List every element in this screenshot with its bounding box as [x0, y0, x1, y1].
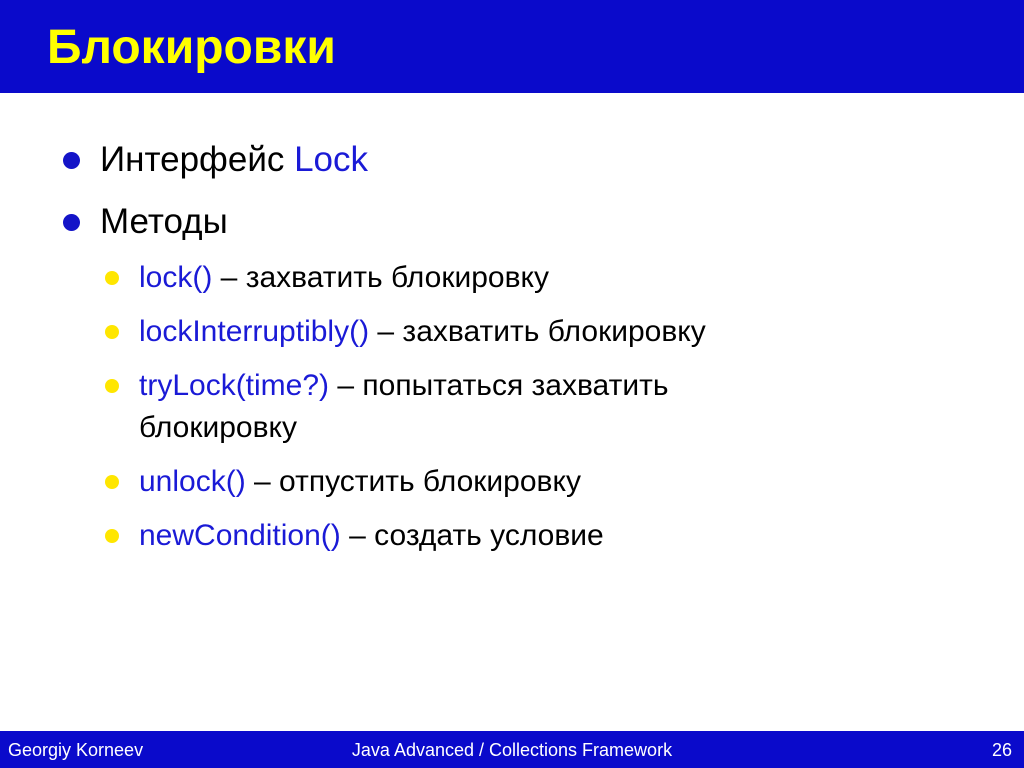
method-description: – захватить блокировку — [369, 315, 706, 348]
method-unlock — [139, 460, 581, 504]
method-description: – попытаться захватить — [329, 369, 669, 402]
footer-author: Georgiy Korneev — [8, 740, 144, 760]
method-new-condition — [139, 514, 604, 558]
method-try-lock — [139, 364, 668, 408]
method-lock — [139, 256, 549, 300]
bullet-dot-icon — [63, 214, 80, 231]
method-description-cont: блокировку — [139, 411, 298, 444]
footer-page-number: 26 — [991, 740, 1012, 760]
method-lock-interruptibly — [139, 310, 706, 354]
method-name: lockInterruptibly() — [139, 315, 370, 348]
sub-bullet-dot-icon — [105, 475, 119, 489]
sub-bullet-dot-icon — [105, 529, 119, 543]
bullet-interface — [100, 140, 368, 180]
method-try-lock-continuation — [139, 406, 297, 450]
sub-bullet-dot-icon — [105, 379, 119, 393]
sub-bullet-dot-icon — [105, 271, 119, 285]
method-description: – создать условие — [340, 519, 604, 552]
method-name: tryLock(time?) — [139, 369, 330, 402]
method-name: newCondition() — [139, 519, 341, 552]
code-term: Lock — [294, 140, 369, 179]
sub-bullet-dot-icon — [105, 325, 119, 339]
method-description: – захватить блокировку — [212, 261, 549, 294]
footer-bar — [0, 731, 1024, 768]
slide-title: Блокировки — [47, 21, 336, 74]
footer-course: Java Advanced / Collections Framework — [351, 740, 673, 760]
bullet-dot-icon — [63, 152, 80, 169]
bullet-text: Интерфейс — [100, 140, 295, 179]
method-description: – отпустить блокировку — [245, 465, 581, 498]
bullet-text: Методы — [100, 202, 228, 241]
title-bar — [0, 0, 1024, 93]
bullet-methods — [100, 202, 228, 242]
method-name: unlock() — [139, 465, 246, 498]
method-name: lock() — [139, 261, 213, 294]
